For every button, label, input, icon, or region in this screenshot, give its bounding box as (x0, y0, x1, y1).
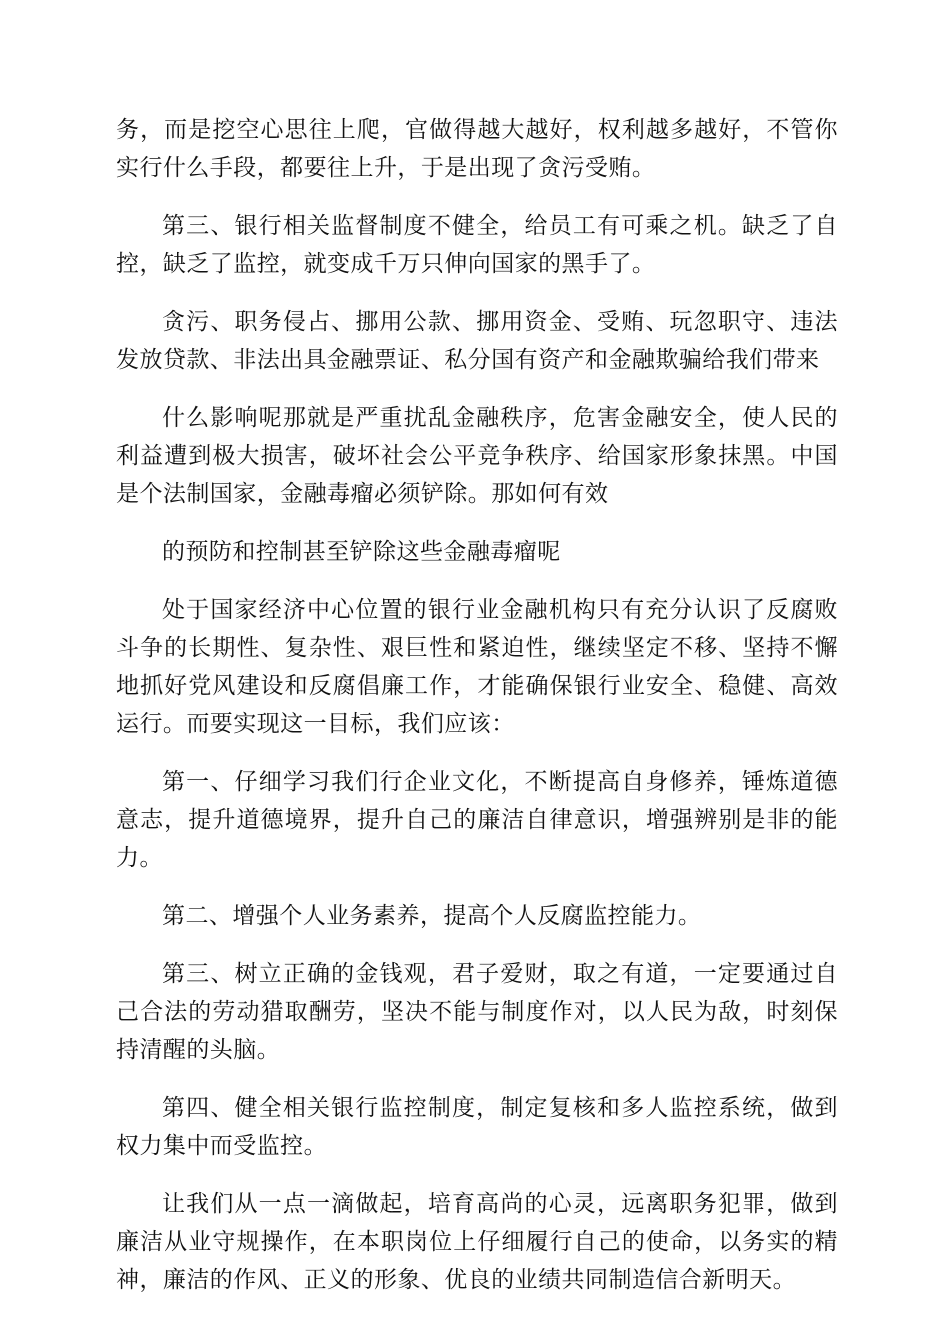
paragraph-7: 第一、仔细学习我们行企业文化，不断提高自身修养，锤炼道德意志，提升道德境界，提升自己的廉洁自律意识，增强辨别是非的能力。 (116, 769, 838, 871)
paragraph-5: 的预防和控制甚至铲除这些金融毒瘤呢 (162, 539, 561, 565)
paragraph-1: 务，而是挖空心思往上爬，官做得越大越好，权利越多越好，不管你实行什么手段，都要往上升，于是出现了贪污受贿。 (116, 117, 838, 181)
paragraph-2: 第三、银行相关监督制度不健全，给员工有可乘之机。缺乏了自控，缺乏了监控，就变成千万只伸向国家的黑手了。 (116, 213, 838, 277)
paragraph-10: 第四、健全相关银行监控制度，制定复核和多人监控系统，做到权力集中而受监控。 (116, 1095, 838, 1159)
paragraph-11: 让我们从一点一滴做起，培育高尚的心灵，远离职务犯罪，做到廉洁从业守规操作，在本职岗位上仔细履行自己的使命，以务实的精神，廉洁的作风、正义的形象、优良的业绩共同制造信合新明天。 (116, 1191, 838, 1293)
paragraph-3: 贪污、职务侵占、挪用公款、挪用资金、受贿、玩忽职守、违法发放贷款、非法出具金融票证、私分国有资产和金融欺骗给我们带来 (116, 309, 838, 373)
paragraph-9: 第三、树立正确的金钱观，君子爱财，取之有道，一定要通过自己合法的劳动猎取酬劳，坚决不能与制度作对，以人民为敌，时刻保持清醒的头脑。 (116, 961, 838, 1063)
paragraph-6: 处于国家经济中心位置的银行业金融机构只有充分认识了反腐败斗争的长期性、复杂性、艰巨性和紧迫性，继续坚定不移、坚持不懈地抓好党风建设和反腐倡廉工作，才能确保银行业安全、稳健、高效运行。而要实现这一目标，我们应该： (116, 597, 838, 737)
paragraph-4: 什么影响呢那就是严重扰乱金融秩序，危害金融安全，使人民的利益遭到极大损害，破坏社会公平竞争秩序、给国家形象抹黑。中国是个法制国家，金融毒瘤必须铲除。那如何有效 (116, 405, 838, 507)
document-body (116, 111, 838, 1319)
paragraph-8: 第二、增强个人业务素养，提高个人反腐监控能力。 (162, 903, 702, 929)
